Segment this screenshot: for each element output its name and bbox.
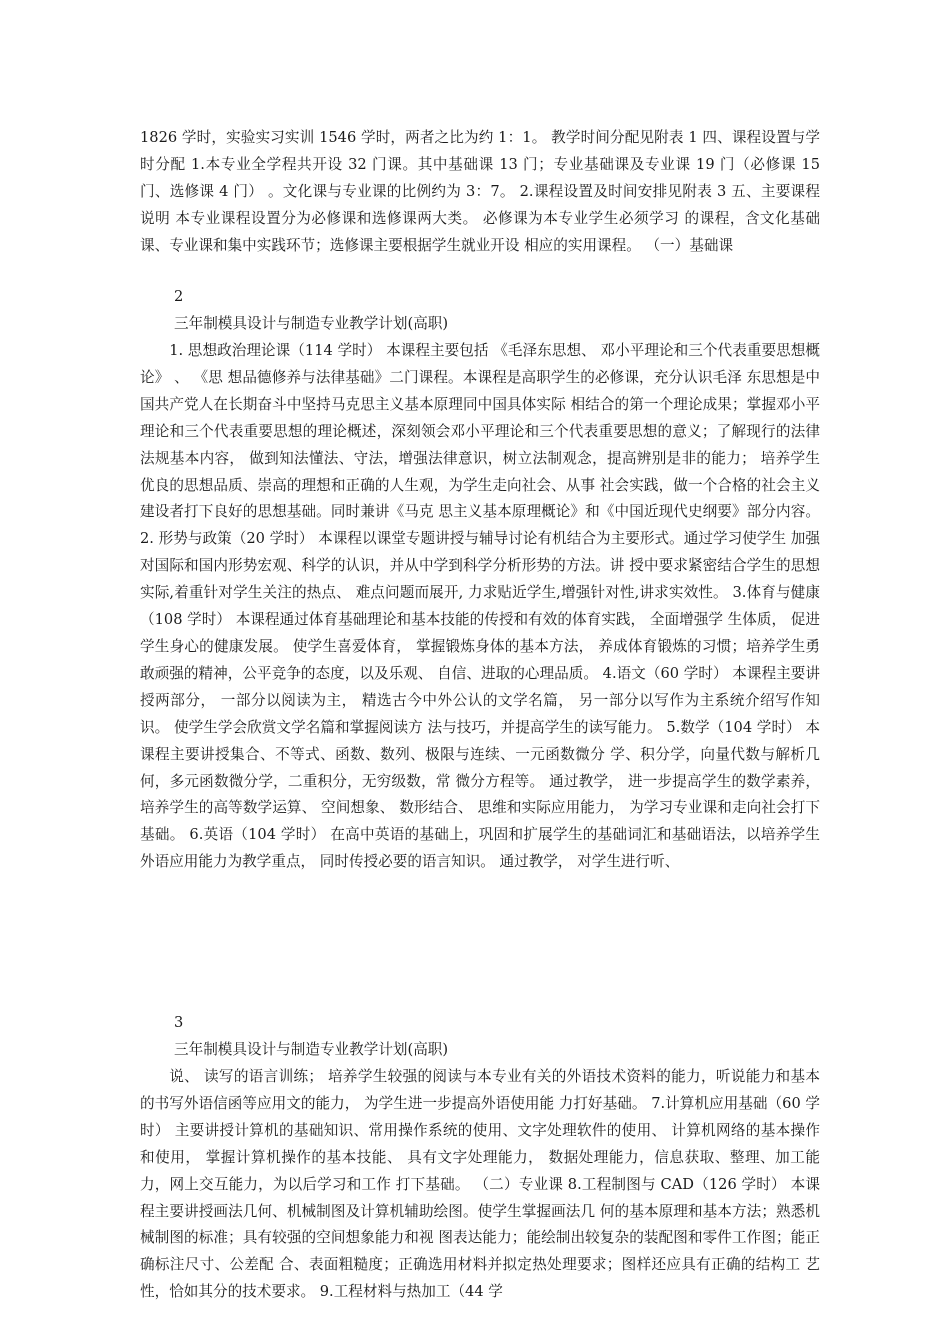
page-number: 2 (174, 288, 184, 305)
page-header: 三年制模具设计与制造专业教学计划(高职) (174, 1041, 449, 1058)
paragraph-block-2 (140, 338, 820, 876)
paragraph-text: 说、 读写的语言训练； 培养学生较强的阅读与本专业有关的外语技术资料的能力，听说能力和基本的书写外语信函等应用文的能力， 为学生进一步提高外语使用能 力打好基础。 7.计算机应用基础（60 学时） 主要讲授计算机的基础知识、常用操作系统的使用、文字处理软件的使用、 计算机网络的基本操作和使用， 掌握计算机操作的基本技能、 具有文字处理能力， 数据处理能力，信息获取、整理、加工能力，网上交互能力，为以后学习和工作 打下基础。 （二）专业课 8.工程制图与 CAD（126 学时） 本课程主要讲授画法几何、机械制图及计算机辅助绘图。使学生掌握画法几 何的基本原理和基本方法；熟悉机械制图的标准；具有较强的空间想象能力和视 图表达能力；能绘制出较复杂的装配图和零件工作图；能正确标注尺寸、公差配 合、表面粗糙度；正确选用材料并拟定热处理要求；图样还应具有正确的结构工 艺性，恰如其分的技术要求。 9.工程材料与热加工（44 学 (140, 1068, 820, 1301)
paragraph-block-3 (140, 1064, 820, 1306)
page-number: 3 (174, 1014, 184, 1031)
paragraph-block-1 (140, 125, 820, 260)
paragraph-text: 1. 思想政治理论课（114 学时） 本课程主要包括 《毛泽东思想、 邓小平理论和三个代表重要思想概论》 、 《思 想品德修养与法律基础》二门课程。本课程是高职学生的必修课，充分认识毛泽 东思想是中国共产党人在长期奋斗中坚持马克思主义基本原理同中国具体实际 相结合的第一个理论成果；掌握邓小平理论和三个代表重要思想的理论概述，深刻领会邓小平理论和三个代表重要思想的意义；了解现行的法律法规基本内容， 做到知法懂法、守法，增强法律意识，树立法制观念，提高辨别是非的能力； 培养学生优良的思想品质、崇高的理想和正确的人生观，为学生走向社会、从事 社会实践，做一个合格的社会主义建设者打下良好的思想基础。同时兼讲《马克 思主义基本原理概论》和《中国近现代史纲要》部分内容。 2. 形势与政策（20 学时） 本课程以课堂专题讲授与辅导讨论有机结合为主要形式。通过学习使学生 加强对国际和国内形势宏观、科学的认识，并从中学到科学分析形势的方法。讲 授中要求紧密结合学生的思想实际,着重针对学生关注的热点、 难点问题而展开, 力求贴近学生,增强针对性,讲求实效性。 3.体育与健康（108 学时） 本课程通过体育基础理论和基本技能的传授和有效的体育实践， 全面增强学 生体质， 促进学生身心的健康发展。 使学生喜爱体育， 掌握锻炼身体的基本方法， 养成体育锻炼的习惯；培养学生勇敢顽强的精神，公平竞争的态度，以及乐观、 自信、进取的心理品质。 4.语文（60 学时） 本课程主要讲授两部分， 一部分以阅读为主， 精选古今中外公认的文学名篇， 另一部分以写作为主系统介绍写作知识。 使学生学会欣赏文学名篇和掌握阅读方 法与技巧，并提高学生的读写能力。 5.数学（104 学时） 本课程主要讲授集合、不等式、函数、数列、极限与连续、一元函数微分 学、积分学，向量代数与解析几何，多元函数微分学，二重积分，无穷级数，常 微分方程等。 通过教学， 进一步提高学生的数学素养， 培养学生的高等数学运算、 空间想象、 数形结合、 思维和实际应用能力， 为学习专业课和走向社会打下基础。 6.英语（104 学时） 在高中英语的基础上，巩固和扩展学生的基础词汇和基础语法，以培养学生 外语应用能力为教学重点， 同时传授必要的语言知识。 通过教学， 对学生进行听、 (140, 342, 820, 871)
page-header: 三年制模具设计与制造专业教学计划(高职) (174, 315, 449, 332)
paragraph-text: 1826 学时，实验实习实训 1546 学时，两者之比为约 1：1。 教学时间分配见附表 1 四、课程设置与学时分配 1.本专业全学程共开设 32 门课。其中基础课 13 门；专业基础课及专业课 19 门（必修课 15 门、选修课 4 门） 。文化课与专业课的比例约为 3：7。 2.课程设置及时间安排见附表 3 五、主要课程说明 本专业课程设置分为必修课和选修课两大类。 必修课为本专业学生必须学习 的课程，含文化基础课、专业课和集中实践环节；选修课主要根据学生就业开设 相应的实用课程。 （一）基础课 (140, 129, 820, 254)
